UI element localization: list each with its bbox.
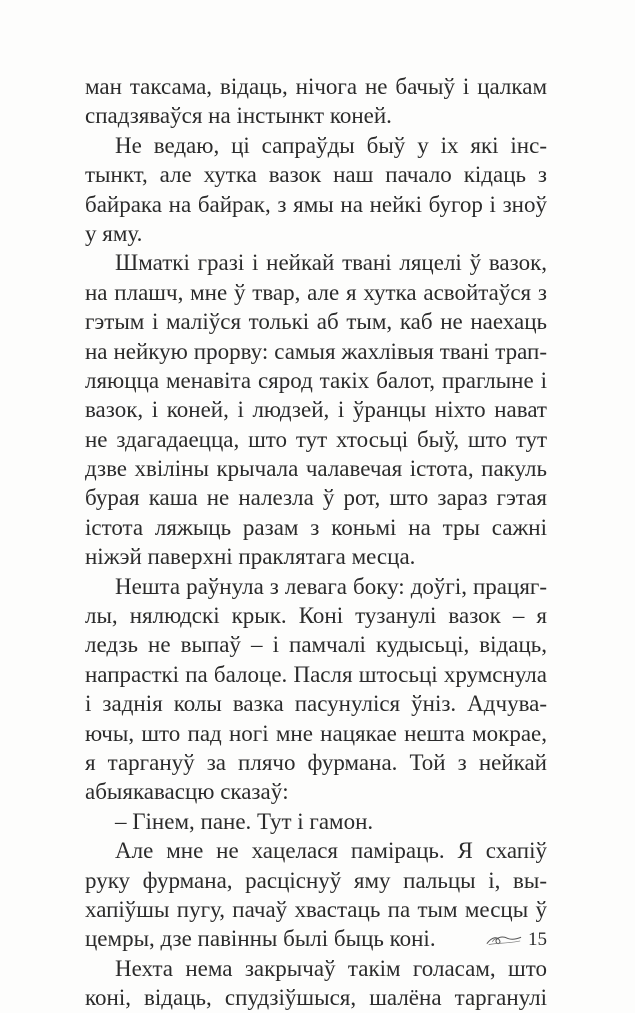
text-line: Шматкі гразі і нейкай твані ляцелі ў вазок, [115,250,547,276]
text-line: Нехта нема закрычаў такім голасам, што [115,955,547,981]
text-line: вазок, і коней, і людзей, і ўранцы ніхто нават [85,397,547,423]
text-line: і заднія колы вазка пасунуліся ўніз. Адчува- [85,691,547,717]
page-body [85,72,547,1013]
text-line: байрака на байрак, з ямы на нейкі бугор і зноў [85,191,547,217]
flourish-ornament-icon [485,932,522,948]
text-line: істота ляжыць разам з коньмі на тры сажні [85,514,547,540]
text-line: гэтым і маліўся толькі аб тым, каб не наехаць [85,309,547,335]
page-footer [485,928,547,952]
text-line: Не ведаю, ці сапраўды быў у іх які інс- [115,132,547,158]
text-line: абыякавасцю сказаў: [85,779,289,805]
text-line: спадзяваўся на інстынкт коней. [85,103,392,129]
text-line: ляюцца менавіта сярод такіх балот, праглыне і [85,367,547,393]
text-line: я таргануў за плячо фурмана. Той з нейкай [85,749,547,775]
text-line: Але мне не хацелася паміраць. Я схапіў [115,838,547,864]
text-line: у яму. [85,220,143,246]
text-line: ючы, што пад ногі мне нацякае нешта мокрае, [85,720,547,746]
text-line: хапіўшы пугу, пачаў хвастаць па тым месцы ў [85,896,547,922]
text-line: коні, відаць, спудзіўшыся, шалёна тарганулі [85,985,547,1011]
text-line: ніжэй паверхні праклятага месца. [85,544,416,570]
text-line: руку фурмана, расціснуў яму пальцы і, вы- [85,867,547,893]
text-line: бурая каша не налезла ў рот, што зараз гэтая [85,485,547,511]
text-line: лы, нялюдскі крык. Коні тузанулі вазок – я [85,603,547,629]
text-line: дзве хвіліны крычала чалавечая істота, пакуль [85,456,547,482]
text-line: ледзь не выпаў – і памчалі кудысьці, відаць, [85,632,547,658]
page-number: 15 [528,929,547,950]
text-line: на нейкую прорву: самыя жахлівыя твані трап- [85,338,547,364]
text-line: Нешта раўнула з левага боку: доўгі, працяг- [115,573,547,599]
text-line: напрасткі па балоце. Пасля штосьці хрумснула [85,661,547,687]
text-line: тынкт, але хутка вазок наш пачало кідаць з [85,162,547,188]
text-line: на плашч, мне ў твар, але я хутка асвойтаўся з [85,279,547,305]
text-line: цемры, дзе павінны былі быць коні. [85,926,436,952]
text-line: – Гінем, пане. Тут і гамон. [115,808,374,834]
text-line: не здагадаецца, што тут хтосьці быў, што тут [85,426,547,452]
text-line: ман таксама, відаць, нічога не бачыў і цалкам [85,74,547,99]
